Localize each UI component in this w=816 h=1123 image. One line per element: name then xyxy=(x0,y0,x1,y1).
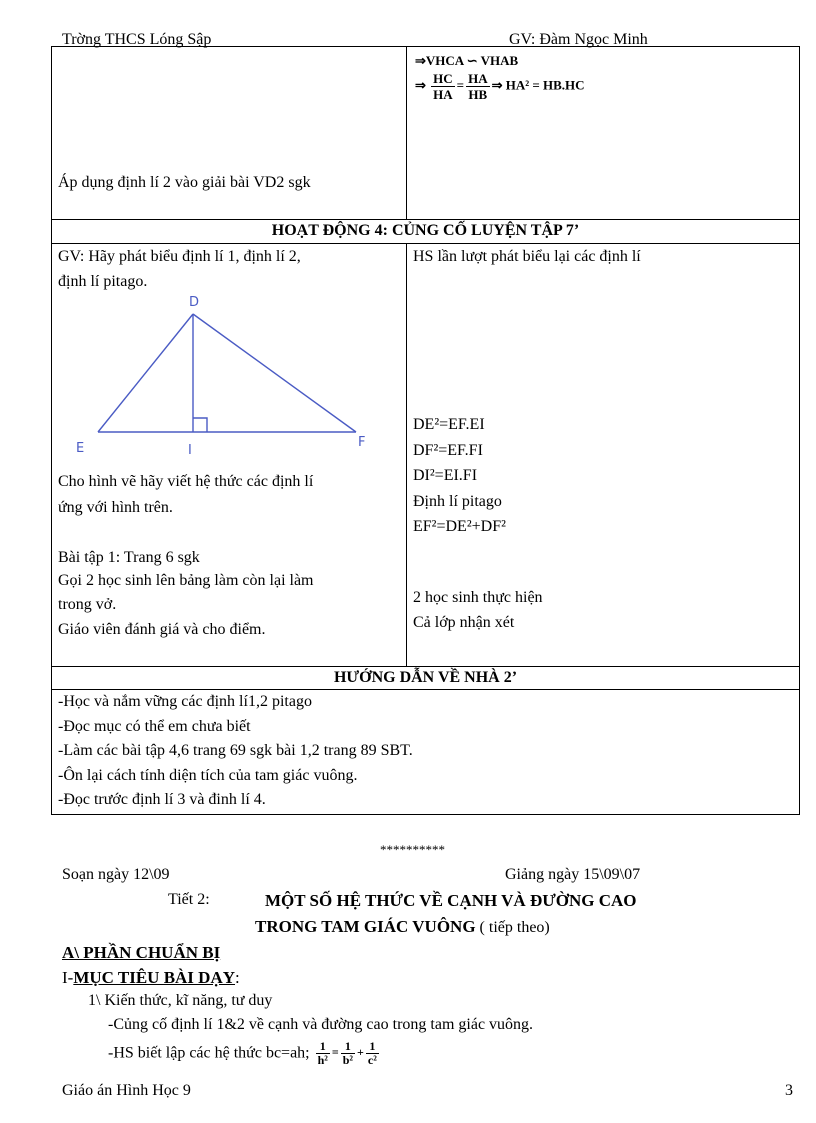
label-e: E xyxy=(76,441,85,456)
frac-denominator: b² xyxy=(342,1053,354,1067)
exercise-line2: Gọi 2 học sinh lên bảng làm còn lại làm xyxy=(58,572,314,589)
exercise-line3: trong vở. xyxy=(58,596,117,613)
row-activity4 xyxy=(52,244,800,667)
header-school: Trờng THCS Lóng Sập xyxy=(62,31,212,48)
gv-question-line2: định lí pitago. xyxy=(58,273,148,290)
frac-denominator: c² xyxy=(367,1053,377,1067)
header-teacher: GV: Đàm Ngọc Minh xyxy=(509,31,648,48)
gv-question-line1: GV: Hãy phát biểu định lí 1, định lí 2, xyxy=(58,248,301,265)
homework-item: -Ôn lại cách tính diện tích của tam giác vuông. xyxy=(58,766,358,784)
exercise-line1: Bài tập 1: Trang 6 sgk xyxy=(58,549,200,566)
objective-bullet1: -Củng cố định lí 1&2 về cạnh và đường cao trong tam giác vuông. xyxy=(108,1016,534,1033)
activity4-title: HOẠT ĐỘNG 4: CỦNG CỐ LUYỆN TẬP 7’ xyxy=(52,220,800,244)
similarity-statement: ⇒VHCA ∽ VHAB xyxy=(415,53,519,68)
lesson-title-line2 xyxy=(255,917,550,937)
ratio-equation: ⇒ $\frac{HC}{HA}$ = $\frac{HA}{HB}$ ⇒ HA² = HB.HC xyxy=(415,71,585,102)
footer-book: Giáo án Hình Học 9 xyxy=(62,1082,191,1099)
objectives-prefix: I- xyxy=(62,968,74,987)
reciprocal-formula: $\frac{1}{\text{h²}}$ = $\frac{1}{\text{b²}}$ + $\frac{1}{\text{c²}}$ xyxy=(317,1039,377,1067)
bullet2-text: -HS biết lập các hệ thức bc=ah; xyxy=(108,1044,310,1062)
formula-list xyxy=(413,412,506,540)
label-d: D xyxy=(189,295,200,310)
taught-date: Giảng ngày 15\09\07 xyxy=(505,866,641,883)
label-i: I xyxy=(188,443,192,458)
objective-bullet2 xyxy=(108,1040,381,1067)
side-de xyxy=(98,314,193,432)
right-angle-mark xyxy=(193,418,207,432)
prompt-line2: ứng với hình trên. xyxy=(58,499,173,516)
activity4-right-cell xyxy=(407,244,800,667)
knowledge-heading: 1\ Kiến thức, kĩ năng, tư duy xyxy=(88,992,273,1009)
frac-numerator: HA xyxy=(468,71,488,86)
homework-list xyxy=(52,690,800,815)
implies-symbol: ⇒ xyxy=(415,77,426,93)
apply-theorem-text: Áp dụng định lí 2 vào giải bài VD2 sgk xyxy=(58,174,311,191)
frac-denominator: h² xyxy=(317,1053,328,1067)
part-a-heading: A\ PHẦN CHUẨN BỊ xyxy=(62,943,221,962)
frac-denominator: HA xyxy=(433,87,453,102)
homework-item: -Đọc mục có thể em chưa biết xyxy=(58,717,251,735)
formula-di: DI²=EI.FI xyxy=(413,467,478,484)
students-perform: 2 học sinh thực hiện xyxy=(413,589,543,606)
right-cell xyxy=(407,47,800,220)
formula-de: DE²=EF.EI xyxy=(413,416,485,433)
homework-item: -Học và nắm vững các định lí1,2 pitago xyxy=(58,693,312,710)
right-triangle-figure xyxy=(52,284,407,464)
frac-numerator: 1 xyxy=(316,1040,330,1054)
side-df xyxy=(193,314,356,432)
label-f: F xyxy=(358,435,366,450)
exercise-line4: Giáo viên đánh giá và cho điểm. xyxy=(58,621,266,638)
lesson-title-suffix: ( tiếp theo) xyxy=(475,919,550,936)
homework-item: -Làm các bài tập 4,6 trang 69 sgk bài 1,2 trang 89 SBT. xyxy=(58,742,413,759)
left-cell xyxy=(52,47,407,220)
lesson-title-line1: MỘT SỐ HỆ THỨC VỀ CẠNH VÀ ĐƯỜNG CAO xyxy=(265,891,637,910)
formula-pitago-label: Định lí pitago xyxy=(413,492,502,510)
hs-answer: HS lần lượt phát biểu lại các định lí xyxy=(413,248,641,265)
frac-numerator: 1 xyxy=(366,1040,379,1054)
prompt-line1: Cho hình vẽ hãy viết hệ thức các định lí xyxy=(58,473,314,490)
fraction-ha-hb xyxy=(466,71,490,102)
frac-numerator: HC xyxy=(433,71,453,86)
lesson-title-main: TRONG TAM GIÁC VUÔNG xyxy=(255,917,476,936)
page-number: 3 xyxy=(785,1082,793,1099)
prepared-date: Soạn ngày 12\09 xyxy=(62,866,170,883)
homework-title: HƯỚNG DẪN VỀ NHÀ 2’ xyxy=(52,667,800,690)
objectives-suffix: : xyxy=(235,968,240,987)
homework-item: -Đọc trước định lí 3 và đinh lí 4. xyxy=(58,791,266,808)
class-comment: Cả lớp nhận xét xyxy=(413,614,515,631)
period-label: Tiết 2: xyxy=(168,891,210,908)
formula-ef: EF²=DE²+DF² xyxy=(413,518,506,535)
lesson-table xyxy=(51,46,800,815)
objectives-title: MỤC TIÊU BÀI DẠY xyxy=(73,968,236,987)
result-equation: ⇒ HA² = HB.HC xyxy=(491,77,585,93)
formula-df: DF²=EF.FI xyxy=(413,441,483,459)
frac-denominator: HB xyxy=(468,87,488,102)
objectives-heading xyxy=(62,968,240,988)
fraction-hc-ha xyxy=(431,71,455,102)
separator-stars: ********** xyxy=(380,842,445,857)
frac-numerator: 1 xyxy=(341,1040,355,1054)
activity4-left-cell xyxy=(52,244,407,667)
row-apply-theorem xyxy=(52,47,800,220)
